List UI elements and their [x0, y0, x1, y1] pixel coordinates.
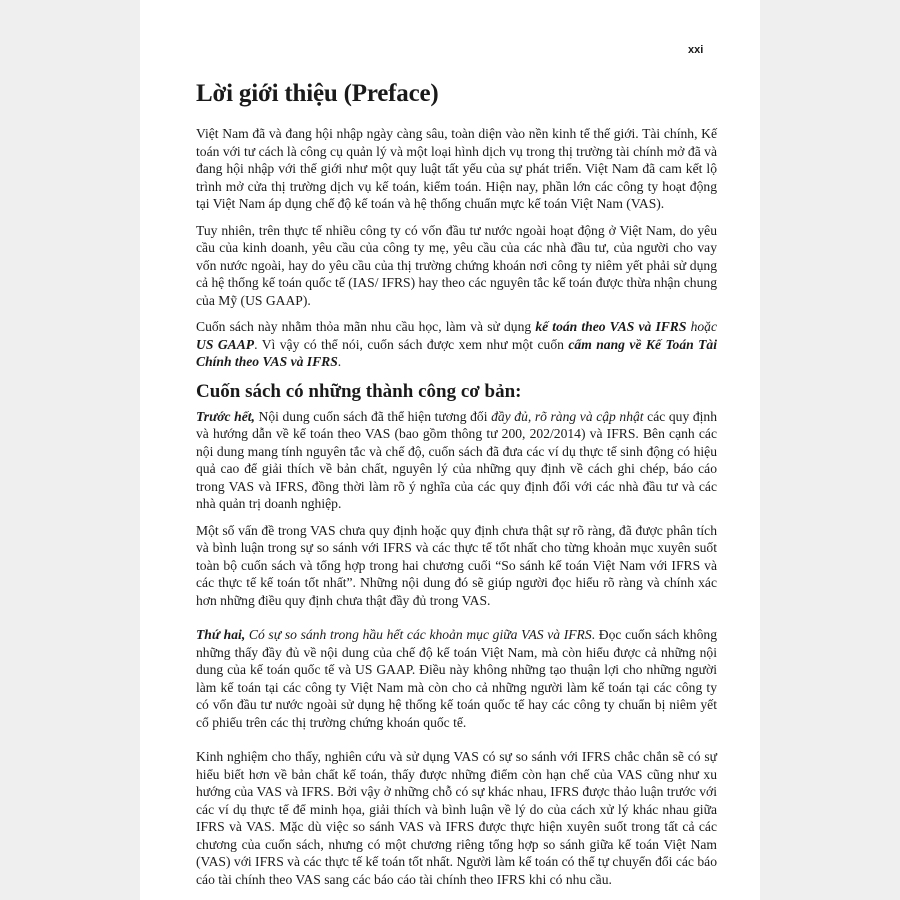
emphasized-text: Trước hết, [196, 408, 255, 424]
text-run: . [337, 354, 342, 369]
emphasized-text: đầy đủ, rõ ràng và cập nhật [491, 408, 644, 424]
emphasized-text: cẩm nang về Kế Toán Tài Chính theo VAS và IFRS [196, 336, 717, 369]
page-title: Lời giới thiệu (Preface) [196, 80, 439, 107]
book-page [140, 0, 760, 900]
text-run: . Vì vậy có thể nói, cuốn sách được xem như một cuốn [254, 336, 569, 352]
text-run: Một số vấn đề trong VAS chưa quy định hoặc quy định chưa thật sự rõ ràng, đã được phân tích và bình luận trong sự so sánh với IFRS và các thực tế tốt nhất cho từng khoản mục xuyên suốt toàn bộ cuốn sách và tổng hợp trong hai chương cuối “So sánh kế toán Việt Nam với IFRS và các thực tế kế toán tốt nhất”. Những nội dung đó sẽ giúp người đọc hiểu rõ ràng và chính xác hơn những điều quy định chưa thật đầy đủ trong VAS. [196, 522, 717, 608]
paragraph [196, 222, 717, 310]
paragraph [196, 626, 717, 731]
text-run: các quy định và hướng dẫn về kế toán theo VAS (bao gồm thông tư 200, 202/2014) và IFRS. Bên cạnh các nội dung mang tính nguyên tắc và chế độ, cuốn sách đã đưa các ví dụ thực tế sinh động có hiệu quả cao để giải thích về bản chất, nguyên lý của những quy định về cách ghi chép, báo cáo trong VAS và IFRS, đồng thời làm rõ ý nghĩa của các quy định đối với các nhà đầu tư và các nhà quản trị doanh nghiệp. [196, 408, 718, 511]
emphasized-text: Có sự so sánh trong hầu hết các khoản mục giữa VAS và IFRS [245, 627, 592, 642]
paragraph [196, 748, 717, 888]
emphasized-text: US GAAP [196, 336, 255, 352]
text-run: Cuốn sách có những thành công cơ bản: [196, 380, 522, 402]
paragraph [196, 318, 717, 371]
emphasized-text: kế toán theo VAS và IFRS [535, 319, 687, 334]
text-run: Tuy nhiên, trên thực tế nhiều công ty có vốn đầu tư nước ngoài hoạt động ở Việt Nam, do yêu cầu của kinh doanh, yêu cầu của công ty mẹ, yêu cầu của các nhà đầu tư, của người cho vay vốn nước ngoài, hay do yêu cầu của thị trường chứng khoán nơi công ty niêm yết phải sử dụng cả hệ thống kế toán quốc tế (IAS/ IFRS) hay theo các nguyên tắc kế toán được thừa nhận chung của Mỹ (US GAAP). [196, 222, 717, 308]
paragraph [196, 408, 717, 513]
text-run: Cuốn sách này nhằm thỏa mãn nhu cầu học, làm và sử dụng [196, 319, 536, 334]
emphasized-text: hoặc [686, 319, 717, 334]
text-run: Việt Nam đã và đang hội nhập ngày càng sâu, toàn diện vào nền kinh tế thế giới. Tài chính, Kế toán với tư cách là công cụ quản lý và một loại hình dịch vụ trong thị trường tài chính mở đã và đang hội nhập với thế giới như một quy luật tất yếu của sự phát triển. Việt Nam đã cam kết lộ trình mở cửa thị trường dịch vụ kế toán, kiểm toán. Hiện nay, phần lớn các công ty hoạt động tại Việt Nam áp dụng chế độ kế toán và hệ thống chuẩn mực kế toán Việt Nam (VAS). [196, 126, 717, 211]
paragraph [196, 522, 717, 610]
page-number: xxi [688, 44, 704, 56]
paragraph [196, 125, 717, 213]
section-heading [196, 380, 717, 404]
text-run: Kinh nghiệm cho thấy, nghiên cứu và sử dụng VAS có sự so sánh với IFRS chắc chắn sẽ có sự hiểu biết hơn về bản chất kế toán, thấy được những điểm còn hạn chế của VAS cũng như xu hướng của VAS và IFRS. Bởi vậy ở những chỗ có sự khác nhau, IFRS được thảo luận trước với các ví dụ thực tế để minh họa, giải thích và bình luận về lý do của cách xử lý khác nhau giữa IFRS và VAS. Mặc dù việc so sánh VAS và IFRS được thực hiện xuyên suốt trong tất cả các chương của cuốn sách, nhưng có một chương riêng tổng hợp so sánh giữa kế toán Việt Nam (VAS) với IFRS và các thực tế kế toán tốt nhất. Người làm kế toán có thể tự chuyển đổi các báo cáo tài chính theo VAS sang các báo cáo tài chính theo IFRS khi có nhu cầu. [196, 749, 717, 887]
emphasized-text: Thứ hai, [196, 627, 246, 642]
text-run: Nội dung cuốn sách đã thể hiện tương đối [254, 408, 492, 424]
page-body [196, 125, 717, 897]
text-run: . Đọc cuốn sách không những thấy đầy đủ về nội dung của chế độ kế toán Việt Nam, mà còn hiểu được cả những nội dung của kế toán quốc tế và US GAAP. Điều này không những tạo thuận lợi cho những người làm kế toán tại các công ty Việt Nam mà còn cho cả những người làm kế toán tại các công ty có vốn đầu tư nước ngoài sử dụng hệ thống kế toán quốc tế hay các công ty chuẩn bị niêm yết cổ phiếu trên các thị trường chứng khoán quốc tế. [196, 627, 717, 730]
